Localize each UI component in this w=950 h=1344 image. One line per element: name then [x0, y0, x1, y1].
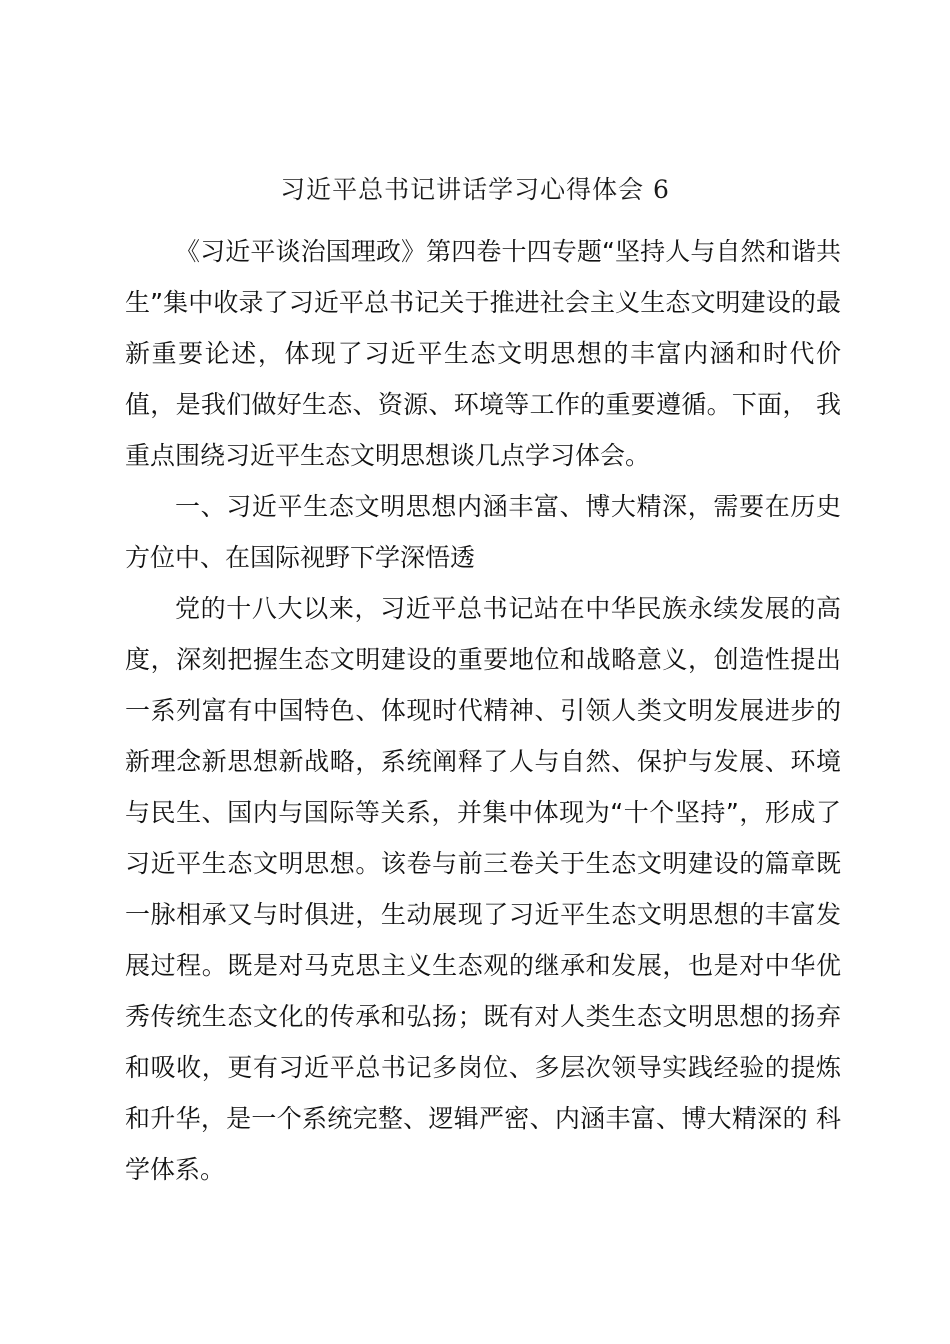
document-title: 习近平总书记讲话学习心得体会 6 [280, 175, 670, 204]
document-body [125, 226, 841, 1195]
paragraph-intro: 《习近平谈治国理政》第四卷十四专题“坚持人与自然和谐共生”集中收录了习近平总书记关于推进社会主义生态文明建设的最新重要论述，体现了习近平生态文明思想的丰富内涵和时代价值，是我们做好生态、资源、环境等工作的重要遵循。下面， 我重点围绕习近平生态文明思想谈几点学习体会。 [125, 237, 841, 470]
paragraph-section-heading: 一、习近平生态文明思想内涵丰富、博大精深，需要在历史方位中、在国际视野下学深悟透 [125, 492, 841, 572]
paragraph-main: 党的十八大以来，习近平总书记站在中华民族永续发展的高度，深刻把握生态文明建设的重要地位和战略意义，创造性提出一系列富有中国特色、体现时代精神、引领人类文明发展进步的新理念新思想新战略，系统阐释了人与自然、保护与发展、环境与民生、国内与国际等关系，并集中体现为“十个坚持”，形成了习近平生态文明思想。该卷与前三卷关于生态文明建设的篇章既一脉相承又与时俱进，生动展现了习近平生态文明思想的丰富发展过程。既是对马克思主义生态观的继承和发展，也是对中华优秀传统生态文化的传承和弘扬；既有对人类生态文明思想的扬弃和吸收，更有习近平总书记多岗位、多层次领导实践经验的提炼和升华，是一个系统完整、逻辑严密、内涵丰富、博大精深的 科学体系。 [125, 594, 841, 1184]
